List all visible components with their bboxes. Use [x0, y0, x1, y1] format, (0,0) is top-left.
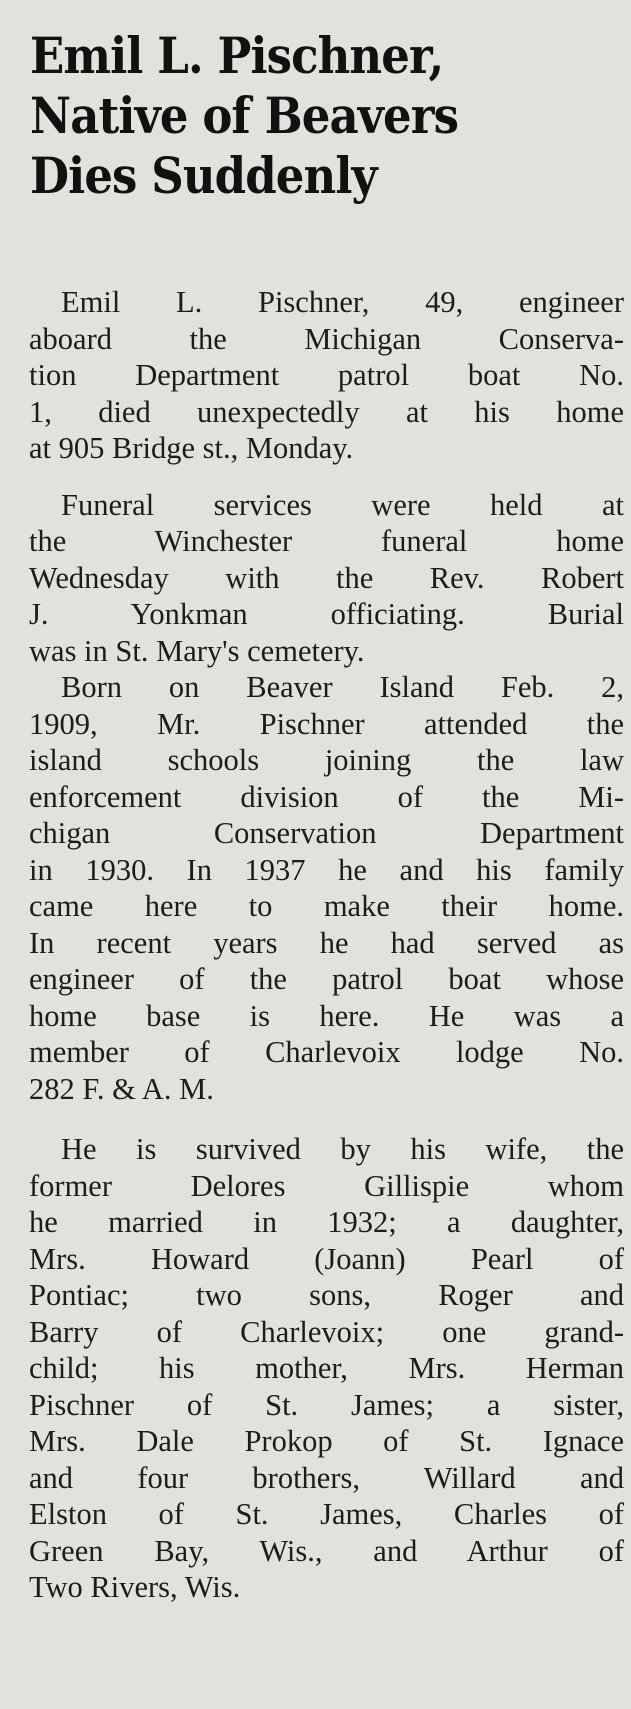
text-line: tion Department patrol boat No.	[29, 358, 624, 392]
paragraph-biography	[29, 669, 624, 1107]
text-line: In recent years he had served as	[29, 925, 624, 960]
paragraph-death-notice	[29, 284, 624, 467]
text-line: he married in 1932; a daughter,	[29, 1205, 624, 1239]
headline-line: Dies Suddenly	[30, 146, 377, 205]
text-line: in 1930. In 1937 he and his family	[29, 852, 624, 887]
text-line: Mrs. Howard (Joann) Pearl of	[29, 1241, 624, 1276]
text-line: Green Bay, Wis., and Arthur of	[29, 1533, 624, 1568]
headline-line: Emil L. Pischner,	[30, 26, 444, 85]
text-line: engineer of the patrol boat whose	[29, 962, 624, 996]
text-line: 282 F. & A. M.	[29, 1071, 214, 1106]
text-line: was in St. Mary's cemetery.	[29, 633, 365, 668]
text-line: home base is here. He was a	[29, 998, 624, 1033]
text-line: Wednesday with the Rev. Robert	[29, 560, 624, 595]
text-line: Mrs. Dale Prokop of St. Ignace	[29, 1424, 624, 1458]
text-line: 1, died unexpectedly at his home	[29, 394, 624, 429]
text-line: the Winchester funeral home	[29, 524, 624, 558]
text-line: Pontiac; two sons, Roger and	[29, 1278, 624, 1312]
text-line: He is survived by his wife, the	[61, 1132, 624, 1166]
text-line: Emil L. Pischner, 49, engineer	[61, 285, 624, 319]
text-line: island schools joining the law	[29, 743, 624, 777]
article-body	[29, 284, 624, 1606]
text-line: Pischner of St. James; a sister,	[29, 1387, 624, 1422]
text-line: and four brothers, Willard and	[29, 1460, 624, 1495]
text-line: former Delores Gillispie whom	[29, 1168, 624, 1203]
text-line: aboard the Michigan Conserva-	[29, 321, 624, 356]
text-line: member of Charlevoix lodge No.	[29, 1035, 624, 1069]
text-line: chigan Conservation Department	[29, 816, 624, 850]
text-line: at 905 Bridge st., Monday.	[29, 431, 354, 465]
text-line: J. Yonkman officiating. Burial	[29, 597, 624, 631]
paragraph-funeral	[29, 487, 624, 670]
text-line: Barry of Charlevoix; one grand-	[29, 1314, 624, 1349]
text-line: Funeral services were held at	[61, 487, 624, 522]
headline	[30, 26, 552, 206]
text-line: Two Rivers, Wis.	[29, 1570, 241, 1604]
text-line: Elston of St. James, Charles of	[29, 1497, 624, 1531]
text-line: enforcement division of the Mi-	[29, 779, 624, 814]
paragraph-survivors	[29, 1131, 624, 1606]
text-line: came here to make their home.	[29, 889, 624, 923]
text-line: Born on Beaver Island Feb. 2,	[61, 670, 624, 704]
text-line: 1909, Mr. Pischner attended the	[29, 706, 624, 741]
headline-line: Native of Beavers	[30, 86, 459, 145]
text-line: child; his mother, Mrs. Herman	[29, 1351, 624, 1385]
